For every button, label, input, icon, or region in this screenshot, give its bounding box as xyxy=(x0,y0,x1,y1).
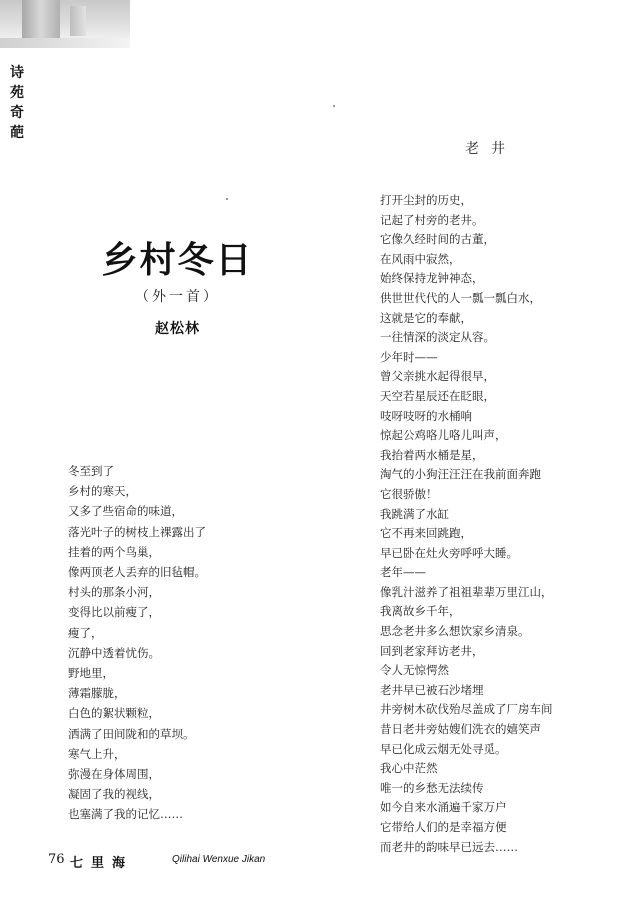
poem-line: 我抬着两水桶是星， xyxy=(380,447,484,462)
poem-line: 思念老井多么想饮家乡清泉。 xyxy=(380,624,530,639)
poem-line: 早已化成云烟无处寻觅。 xyxy=(380,741,507,756)
poem-line: 像两顶老人丢弃的旧毡帽。 xyxy=(68,565,206,580)
poem-line: 它像久经时间的古董， xyxy=(380,232,495,247)
column-tag-char: 苑 xyxy=(10,85,24,101)
poem-line: 吱呀吱呀的水桶响 xyxy=(380,408,472,423)
poem-line: 它很骄傲！ xyxy=(380,486,438,501)
poem2-body xyxy=(380,191,590,857)
magazine-pinyin: Qilihai Wenxue Jikan xyxy=(172,854,266,865)
poem-line: 乡村的寒天， xyxy=(68,484,137,499)
poem-line: 冬至到了 xyxy=(68,464,114,478)
poem-line: 老年—— xyxy=(380,565,426,580)
building-silhouette xyxy=(70,6,86,36)
poem1-author: 赵松林 xyxy=(155,321,200,337)
poem-line: 瘦了， xyxy=(68,625,103,640)
poem-line: 寒气上升， xyxy=(68,746,126,761)
poem-line: 它不再来回跳跑， xyxy=(380,526,472,541)
column-tag xyxy=(9,63,25,143)
poem-line: 我跳满了水缸 xyxy=(380,506,449,521)
poem-line: 始终保持龙钟神态， xyxy=(380,271,484,286)
poem-line: 天空若星辰还在眨眼， xyxy=(380,388,495,403)
poem-line: 白色的絮状颗粒， xyxy=(68,706,160,721)
poem-line: 曾父亲挑水起得很早， xyxy=(380,369,495,384)
poem-line: 洒满了田间陇和的草坝。 xyxy=(68,726,195,741)
poem-line: 而老井的韵味早已远去…… xyxy=(380,839,518,854)
poem1-body xyxy=(68,461,298,825)
poem1-subtitle: （外一首） xyxy=(135,289,220,305)
poem-line: 也塞满了我的记忆…… xyxy=(68,807,183,822)
poem-line: 它带给人们的是幸福方便 xyxy=(380,820,507,834)
poem-line: 唯一的乡愁无法续传 xyxy=(380,780,484,795)
poem-line: 井旁树木砍伐殆尽盖成了厂房车间 xyxy=(380,702,553,717)
poem-line: 昔日老井旁姑嫂们洗衣的嬉笑声 xyxy=(380,722,541,737)
column-tag-char: 诗 xyxy=(10,65,24,81)
poem-line: 早已卧在灶火旁呼呼大睡。 xyxy=(380,545,518,560)
poem-line: 薄霜朦胧， xyxy=(68,686,126,701)
poem-line: 淘气的小狗汪汪汪在我前面奔跑 xyxy=(380,467,541,482)
poem-line: 如今自来水涌遍千家万户 xyxy=(380,800,507,815)
poem-line: 这就是它的奉献， xyxy=(380,310,472,325)
poem2-title: 老井 xyxy=(465,141,517,157)
poem-line: 野地里， xyxy=(68,666,114,681)
poem-line: 回到老家拜访老井， xyxy=(380,643,484,658)
poem-line: 记起了村旁的老井。 xyxy=(380,212,484,227)
poem1-title: 乡村冬日 xyxy=(101,240,254,281)
header-decorative-photo xyxy=(0,0,130,48)
poem-line: 惊起公鸡咯儿咯儿叫声， xyxy=(380,428,507,443)
poem-line: 老井早已被石沙堵埋 xyxy=(380,682,484,697)
poem-line: 令人无惊愕然 xyxy=(380,663,449,678)
poem-line: 弥漫在身体周围， xyxy=(68,767,160,782)
poem-line: 我离故乡千年， xyxy=(380,604,461,619)
poem-line: 我心中茫然 xyxy=(380,761,438,776)
poem-line: 变得比以前瘦了， xyxy=(68,605,160,620)
page-footer xyxy=(48,852,348,872)
poem-line: 像乳汁滋养了祖祖辈辈万里江山， xyxy=(380,584,553,599)
poem-line: 少年时—— xyxy=(380,349,438,364)
poem-line: 挂着的两个鸟巢， xyxy=(68,544,160,559)
poem-line: 又多了些宿命的味道， xyxy=(68,504,183,519)
poem-line: 沉静中透着忧伤。 xyxy=(68,645,160,660)
poem-line: 村头的那条小河， xyxy=(68,585,160,600)
scan-speck xyxy=(333,105,335,107)
scan-speck xyxy=(226,198,228,200)
poem-line: 在风雨中寂然， xyxy=(380,251,461,266)
ground-strip xyxy=(0,38,130,48)
magazine-name: 七里海 xyxy=(70,856,134,871)
poem-line: 凝固了我的视线， xyxy=(68,787,160,802)
poem-line: 供世世代代的人一瓢一瓢白水， xyxy=(380,290,541,305)
poem-line: 落光叶子的树枝上裸露出了 xyxy=(68,524,206,539)
column-tag-char: 奇 xyxy=(10,105,24,121)
page-number: 76 xyxy=(48,852,65,867)
poem-line: 打开尘封的历史， xyxy=(380,193,472,207)
column-tag-char: 葩 xyxy=(10,125,24,141)
poem-line: 一往情深的淡定从容。 xyxy=(380,330,495,345)
